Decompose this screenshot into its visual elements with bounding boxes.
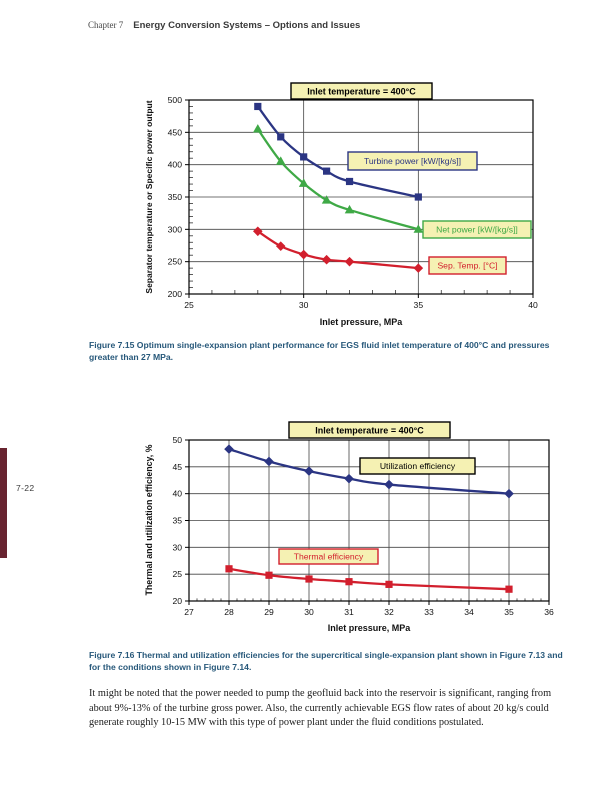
- svg-text:50: 50: [172, 435, 182, 445]
- svg-text:28: 28: [224, 607, 234, 617]
- body-paragraph: It might be noted that the power needed to pump the geofluid back into the reservoir is significant, ranging from about 9%-13% of the turbine gross power. Also, the currently achievable EGS flow rates of about 20 kg/s could generate roughly 10-15 MW with this type of power plant under the fluid conditions postulated.: [89, 688, 552, 729]
- svg-text:350: 350: [167, 192, 182, 202]
- figure-7-15-caption: Figure 7.15 Optimum single-expansion plant performance for EGS fluid inlet temperature of 400°C and pressures greater than 27 MPa.: [89, 340, 550, 362]
- svg-text:33: 33: [424, 607, 434, 617]
- legend-thermal-efficiency: [279, 549, 378, 564]
- chapter-number-label: Chapter 7: [88, 20, 124, 30]
- svg-text:400: 400: [167, 159, 182, 170]
- svg-text:25: 25: [184, 300, 194, 310]
- svg-text:300: 300: [167, 224, 182, 235]
- svg-text:40: 40: [172, 488, 182, 499]
- figure-7-16-chart: [95, 415, 565, 640]
- svg-text:35: 35: [413, 300, 424, 310]
- svg-text:Inlet pressure, MPa: Inlet pressure, MPa: [319, 317, 403, 327]
- svg-text:31: 31: [344, 607, 354, 617]
- svg-text:Turbine power [kW/[kg/s]]: Turbine power [kW/[kg/s]]: [363, 156, 462, 167]
- chart-title-box: [291, 83, 432, 99]
- svg-text:Inlet temperature = 400°C: Inlet temperature = 400°C: [307, 86, 416, 97]
- svg-text:25: 25: [172, 569, 182, 580]
- svg-text:Separator temperature or Speci: Separator temperature or Specific power output: [144, 100, 154, 294]
- svg-text:20: 20: [172, 596, 182, 606]
- legend-utilization-efficiency: [360, 458, 475, 474]
- svg-text:Utilization efficiency: Utilization efficiency: [379, 461, 456, 472]
- svg-text:40: 40: [528, 300, 538, 310]
- svg-text:27: 27: [184, 607, 194, 617]
- legend-sep-temp-c-: [429, 257, 506, 274]
- margin-tab-bar: [0, 448, 7, 558]
- svg-text:Inlet pressure, MPa: Inlet pressure, MPa: [327, 623, 411, 633]
- svg-text:Thermal efficiency: Thermal efficiency: [293, 551, 364, 562]
- svg-text:Sep. Temp. [°C]: Sep. Temp. [°C]: [437, 260, 498, 271]
- svg-text:Inlet temperature = 400°C: Inlet temperature = 400°C: [315, 425, 424, 436]
- svg-text:29: 29: [264, 607, 274, 617]
- svg-text:30: 30: [304, 607, 314, 617]
- legend-net-power-kw-kg-s-: [423, 221, 531, 238]
- legend-turbine-power-kw-kg-s-: [348, 152, 477, 170]
- chart-title-box: [289, 422, 450, 438]
- svg-text:32: 32: [384, 607, 394, 617]
- svg-text:250: 250: [167, 256, 182, 267]
- svg-text:45: 45: [172, 461, 182, 472]
- svg-text:200: 200: [167, 289, 182, 299]
- chapter-title: Energy Conversion Systems – Options and Issues: [133, 20, 361, 31]
- svg-text:450: 450: [167, 127, 182, 138]
- series-thermal-efficiency: [225, 565, 512, 593]
- svg-text:35: 35: [504, 607, 514, 617]
- figure-7-15-chart: [95, 75, 555, 335]
- svg-text:Thermal and utilization effici: Thermal and utilization efficiency, %: [144, 444, 154, 596]
- svg-text:34: 34: [464, 607, 474, 617]
- svg-text:Net power [kW/[kg/s]]: Net power [kW/[kg/s]]: [436, 224, 518, 235]
- series-sep-temp-c-: [253, 226, 423, 272]
- svg-text:36: 36: [544, 607, 554, 617]
- svg-text:30: 30: [172, 542, 182, 553]
- svg-text:35: 35: [172, 515, 182, 526]
- svg-text:500: 500: [167, 95, 182, 105]
- page-number: 7-22: [16, 483, 35, 493]
- figure-7-16-caption: Figure 7.16 Thermal and utilization efficiencies for the supercritical single-expansion plant shown in Figure 7.13 and for the conditions shown in Figure 7.14.: [89, 650, 563, 672]
- svg-text:30: 30: [298, 300, 309, 310]
- page-header: [88, 15, 360, 33]
